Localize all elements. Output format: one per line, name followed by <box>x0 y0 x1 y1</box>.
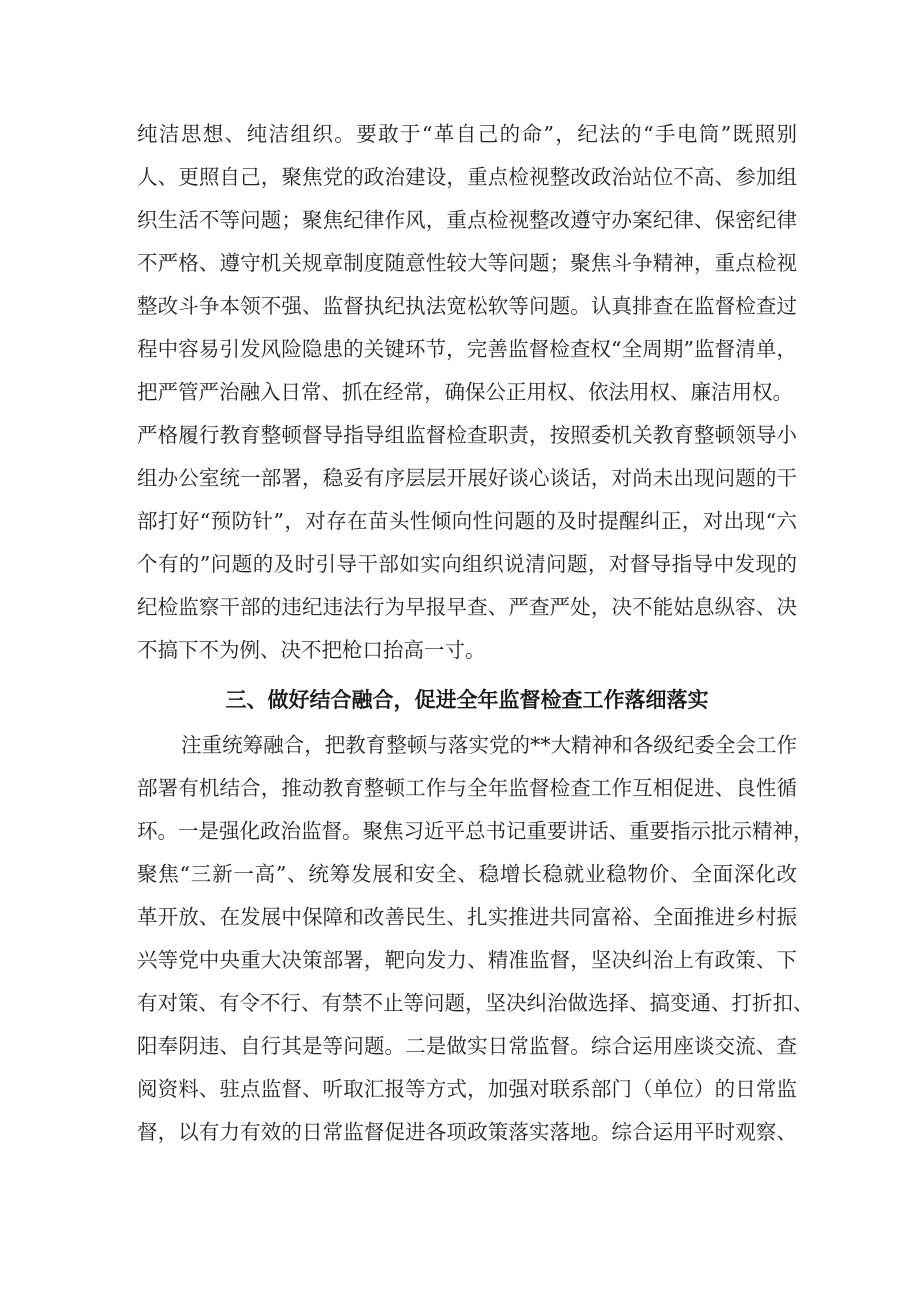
text-line: 个有的”问题的及时引导干部如实向组织说清问题，对督导指导中发现的 <box>137 552 797 576</box>
text-line: 组办公室统一部署，稳妥有序层层开展好谈心谈话，对尚未出现问题的干 <box>137 466 797 490</box>
text-line: 阅资料、驻点监督、听取汇报等方式，加强对联系部门（单位）的日常监 <box>137 1077 797 1101</box>
text-line: 有对策、有令不行、有禁不止等问题，坚决纠治做选择、搞变通、打折扣、 <box>137 991 814 1015</box>
text-line: 部打好“预防针”，对存在苗头性倾向性问题的及时提醒纠正，对出现“六 <box>137 509 797 533</box>
text-line: 织生活不等问题；聚焦纪律作风，重点检视整改遵守办案纪律、保密纪律 <box>137 208 797 232</box>
text-line: 革开放、在发展中保障和改善民生、扎实推进共同富裕、全面推进乡村振 <box>137 905 797 929</box>
text-line: 程中容易引发风险隐患的关键环节，完善监督检查权“全周期”监督清单， <box>137 337 797 361</box>
text-line: 聚焦“三新一高”、统筹发展和安全、稳增长稳就业稳物价、全面深化改 <box>137 862 797 886</box>
text-line: 兴等党中央重大决策部署，靶向发力、精准监督，坚决纠治上有政策、下 <box>137 948 797 972</box>
text-line: 不搞下不为例、决不把枪口抬高一寸。 <box>137 638 486 662</box>
text-line: 纯洁思想、纯洁组织。要敢于“革自己的命”，纪法的“手电筒”既照别 <box>137 122 797 146</box>
text-line: 环。一是强化政治监督。聚焦习近平总书记重要讲话、重要指示批示精神， <box>137 819 814 843</box>
text-line: 注重统筹融合，把教育整顿与落实党的**大精神和各级纪委全会工作 <box>181 733 797 757</box>
text-line: 纪检监察干部的违纪违法行为早报早查、严查严处，决不能姑息纵容、决 <box>137 595 797 619</box>
text-line: 严格履行教育整顿督导指导组监督检查职责，按照委机关教育整顿领导小 <box>137 423 797 447</box>
text-line: 把严管严治融入日常、抓在经常，确保公正用权、依法用权、廉洁用权。 <box>137 380 793 404</box>
section-heading: 三、做好结合融合，促进全年监督检查工作落细落实 <box>225 688 709 712</box>
text-line: 阳奉阴违、自行其是等问题。二是做实日常监督。综合运用座谈交流、查 <box>137 1034 797 1058</box>
text-line: 部署有机结合，推动教育整顿工作与全年监督检查工作互相促进、良性循 <box>137 776 797 800</box>
text-line: 不严格、遵守机关规章制度随意性较大等问题；聚焦斗争精神，重点检视 <box>137 251 797 275</box>
text-line: 整改斗争本领不强、监督执纪执法宽松软等问题。认真排查在监督检查过 <box>137 294 797 318</box>
text-line: 人、更照自己，聚焦党的政治建设，重点检视整改政治站位不高、参加组 <box>137 165 797 189</box>
text-line: 督，以有力有效的日常监督促进各项政策落实落地。综合运用平时观察、 <box>137 1120 797 1144</box>
